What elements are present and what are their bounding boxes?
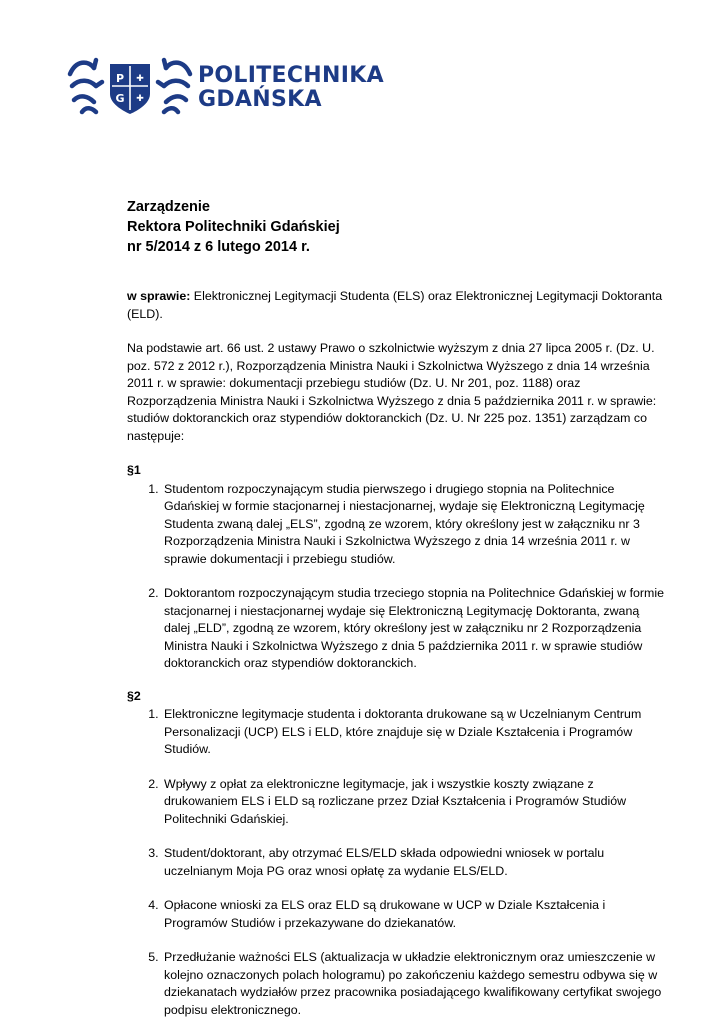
- list-item: 2. Wpływy z opłat za elektroniczne legitymacje, jak i wszystkie koszty związane z drukowaniem ELS i ELD są rozliczane przez Dział Kształcenia i Programów Studiów Politechniki Gdańskiej.: [162, 776, 667, 829]
- list-item: 2. Doktorantom rozpoczynającym studia trzeciego stopnia na Politechnice Gdańskiej w formie stacjonarnej i niestacjonarnej wydaje się Elektroniczną Legitymację Doktoranta, zwaną dalej „ELD”, zgodną ze wzorem, który określony jest w załączniku nr 2 Rozporządzenia Ministra Nauki i Szkolnictwa Wyższego z dnia 5 października 2011 r. w sprawie studiów doktoranckich oraz stypendiów doktoranckich.: [162, 585, 667, 673]
- subject-text: Elektronicznej Legitymacji Studenta (ELS) oraz Elektronicznej Legitymacji Doktoranta (ELD).: [127, 289, 663, 321]
- subject-paragraph: [127, 288, 667, 323]
- logo-line-1: POLITECHNIKA: [198, 63, 384, 88]
- list-item: 5. Przedłużanie ważności ELS (aktualizacja w układzie elektronicznym oraz umieszczenie w kolejno oznaczonych polach hologramu) po zakończeniu każdego semestru odbywa się w dziekanatach wydziałów przez pracownika posiadającego kwalifikowany certyfikat swojego podpisu elektronicznego.: [162, 949, 667, 1019]
- list-item: 3. Student/doktorant, aby otrzymać ELS/ELD składa odpowiedni wniosek w portalu uczelnianym Moja PG oraz wnosi opłatę za wydanie ELS/ELD.: [162, 845, 667, 880]
- list-item: 1. Elektroniczne legitymacje studenta i doktoranta drukowane są w Uczelnianym Centrum Personalizacji (UCP) ELS i ELD, które znajduje się w Dziale Kształcenia i Programów Studiów.: [162, 706, 667, 759]
- document-title: [127, 197, 340, 257]
- section-heading-1: §1: [127, 463, 141, 477]
- title-line-2: Rektora Politechniki Gdańskiej: [127, 219, 340, 235]
- svg-text:✚: ✚: [136, 74, 144, 84]
- document-body: [127, 288, 667, 1034]
- logo-wordmark: [198, 64, 384, 112]
- shield-icon: [110, 64, 150, 114]
- list-item: 4. Opłacone wnioski za ELS oraz ELD są drukowane w UCP w Dziale Kształcenia i Programów Studiów i przekazywane do dziekanatów.: [162, 897, 667, 932]
- logo-line-2: GDAŃSKA: [198, 87, 322, 112]
- title-line-1: Zarządzenie: [127, 199, 210, 215]
- section-1-list: [127, 481, 667, 673]
- svg-text:P: P: [115, 72, 125, 85]
- svg-text:✚: ✚: [136, 94, 144, 104]
- title-line-3: nr 5/2014 z 6 lutego 2014 r.: [127, 239, 310, 255]
- list-item: 1. Studentom rozpoczynającym studia pierwszego i drugiego stopnia na Politechnice Gdańskiej w formie stacjonarnej i niestacjonarnej, wydaje się Elektroniczną Legitymację Studenta zwaną dalej „ELS”, zgodną ze wzorem, który określony jest w załączniku nr 3 Rozporządzenia Ministra Nauki i Szkolnictwa Wyższego z dnia 14 września 2011 r. w sprawie dokumentacji i przebiegu studiów.: [162, 481, 667, 569]
- preamble-paragraph: Na podstawie art. 66 ust. 2 ustawy Prawo o szkolnictwie wyższym z dnia 27 lipca 2005 r. (Dz. U. poz. 572 z 2012 r.), Rozporządzenia Ministra Nauki i Szkolnictwa Wyższego z dnia 14 września 2011 r. w sprawie: dokumentacji przebiegu studiów (Dz. U. Nr 201, poz. 1188) oraz Rozporządzenia Ministra Nauki i Szkolnictwa Wyższego z dnia 5 października 2011 r. w sprawie: studiów doktoranckich oraz stypendiów doktoranckich (Dz. U. Nr 225 poz. 1351) zarządzam co następuje:: [127, 341, 657, 443]
- svg-text:G: G: [115, 92, 125, 105]
- subject-label: w sprawie:: [127, 289, 191, 303]
- section-2-list: [127, 706, 667, 1019]
- section-heading-2: §2: [127, 688, 141, 703]
